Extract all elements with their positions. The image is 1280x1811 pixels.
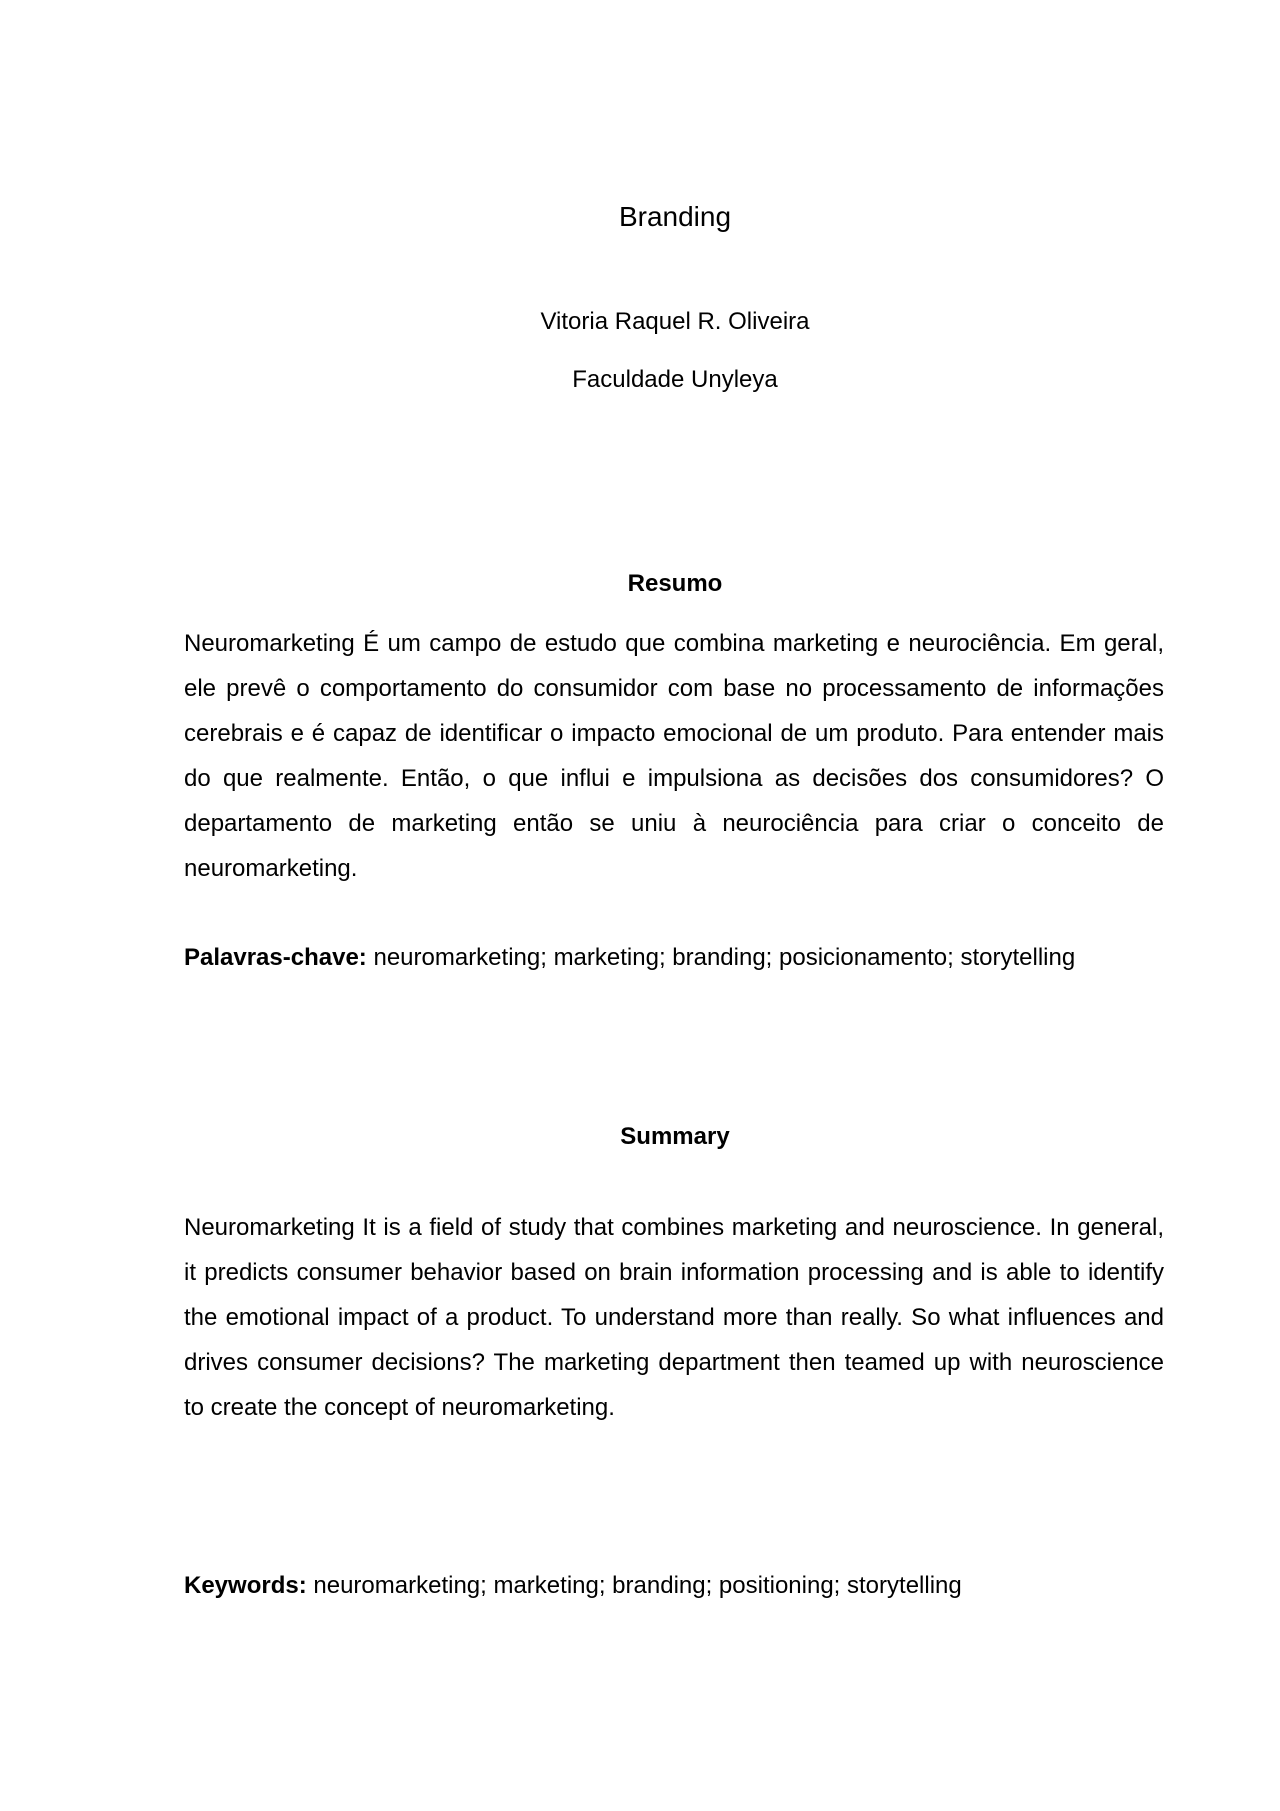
author-name: Vitoria Raquel R. Oliveira [540, 308, 810, 335]
keywords-line [184, 1570, 1184, 1602]
institution-name: Faculdade Unyleya [572, 366, 778, 393]
keywords-values: neuromarketing; marketing; branding; positioning; storytelling [313, 1572, 962, 1599]
palavras-chave-line [184, 942, 1184, 974]
document-title: Branding [618, 200, 732, 232]
summary-heading: Summary [620, 1123, 730, 1150]
keywords-label: Keywords: [184, 1572, 307, 1599]
palavras-chave-label: Palavras-chave: [184, 944, 367, 971]
resumo-heading: Resumo [627, 570, 723, 597]
summary-paragraph: Neuromarketing It is a field of study that combines marketing and neuroscience. In general, it predicts consumer behavior based on brain information processing and is able to identify the emotional impact of a product. To understand more than really. So what influences and drives consumer decisions? The marketing department then teamed up with neuroscience to create the concept of neuromarketing. [184, 1214, 1164, 1421]
resumo-paragraph: Neuromarketing É um campo de estudo que combina marketing e neurociência. Em geral, ele prevê o comportamento do consumidor com base no processamento de informações cerebrais e é capaz de identificar o impacto emocional de um produto. Para entender mais do que realmente. Então, o que influi e impulsiona as decisões dos consumidores? O departamento de marketing então se uniu à neurociência para criar o conceito de neuromarketing. [184, 630, 1164, 882]
palavras-chave-values: neuromarketing; marketing; branding; posicionamento; storytelling [373, 944, 1076, 971]
